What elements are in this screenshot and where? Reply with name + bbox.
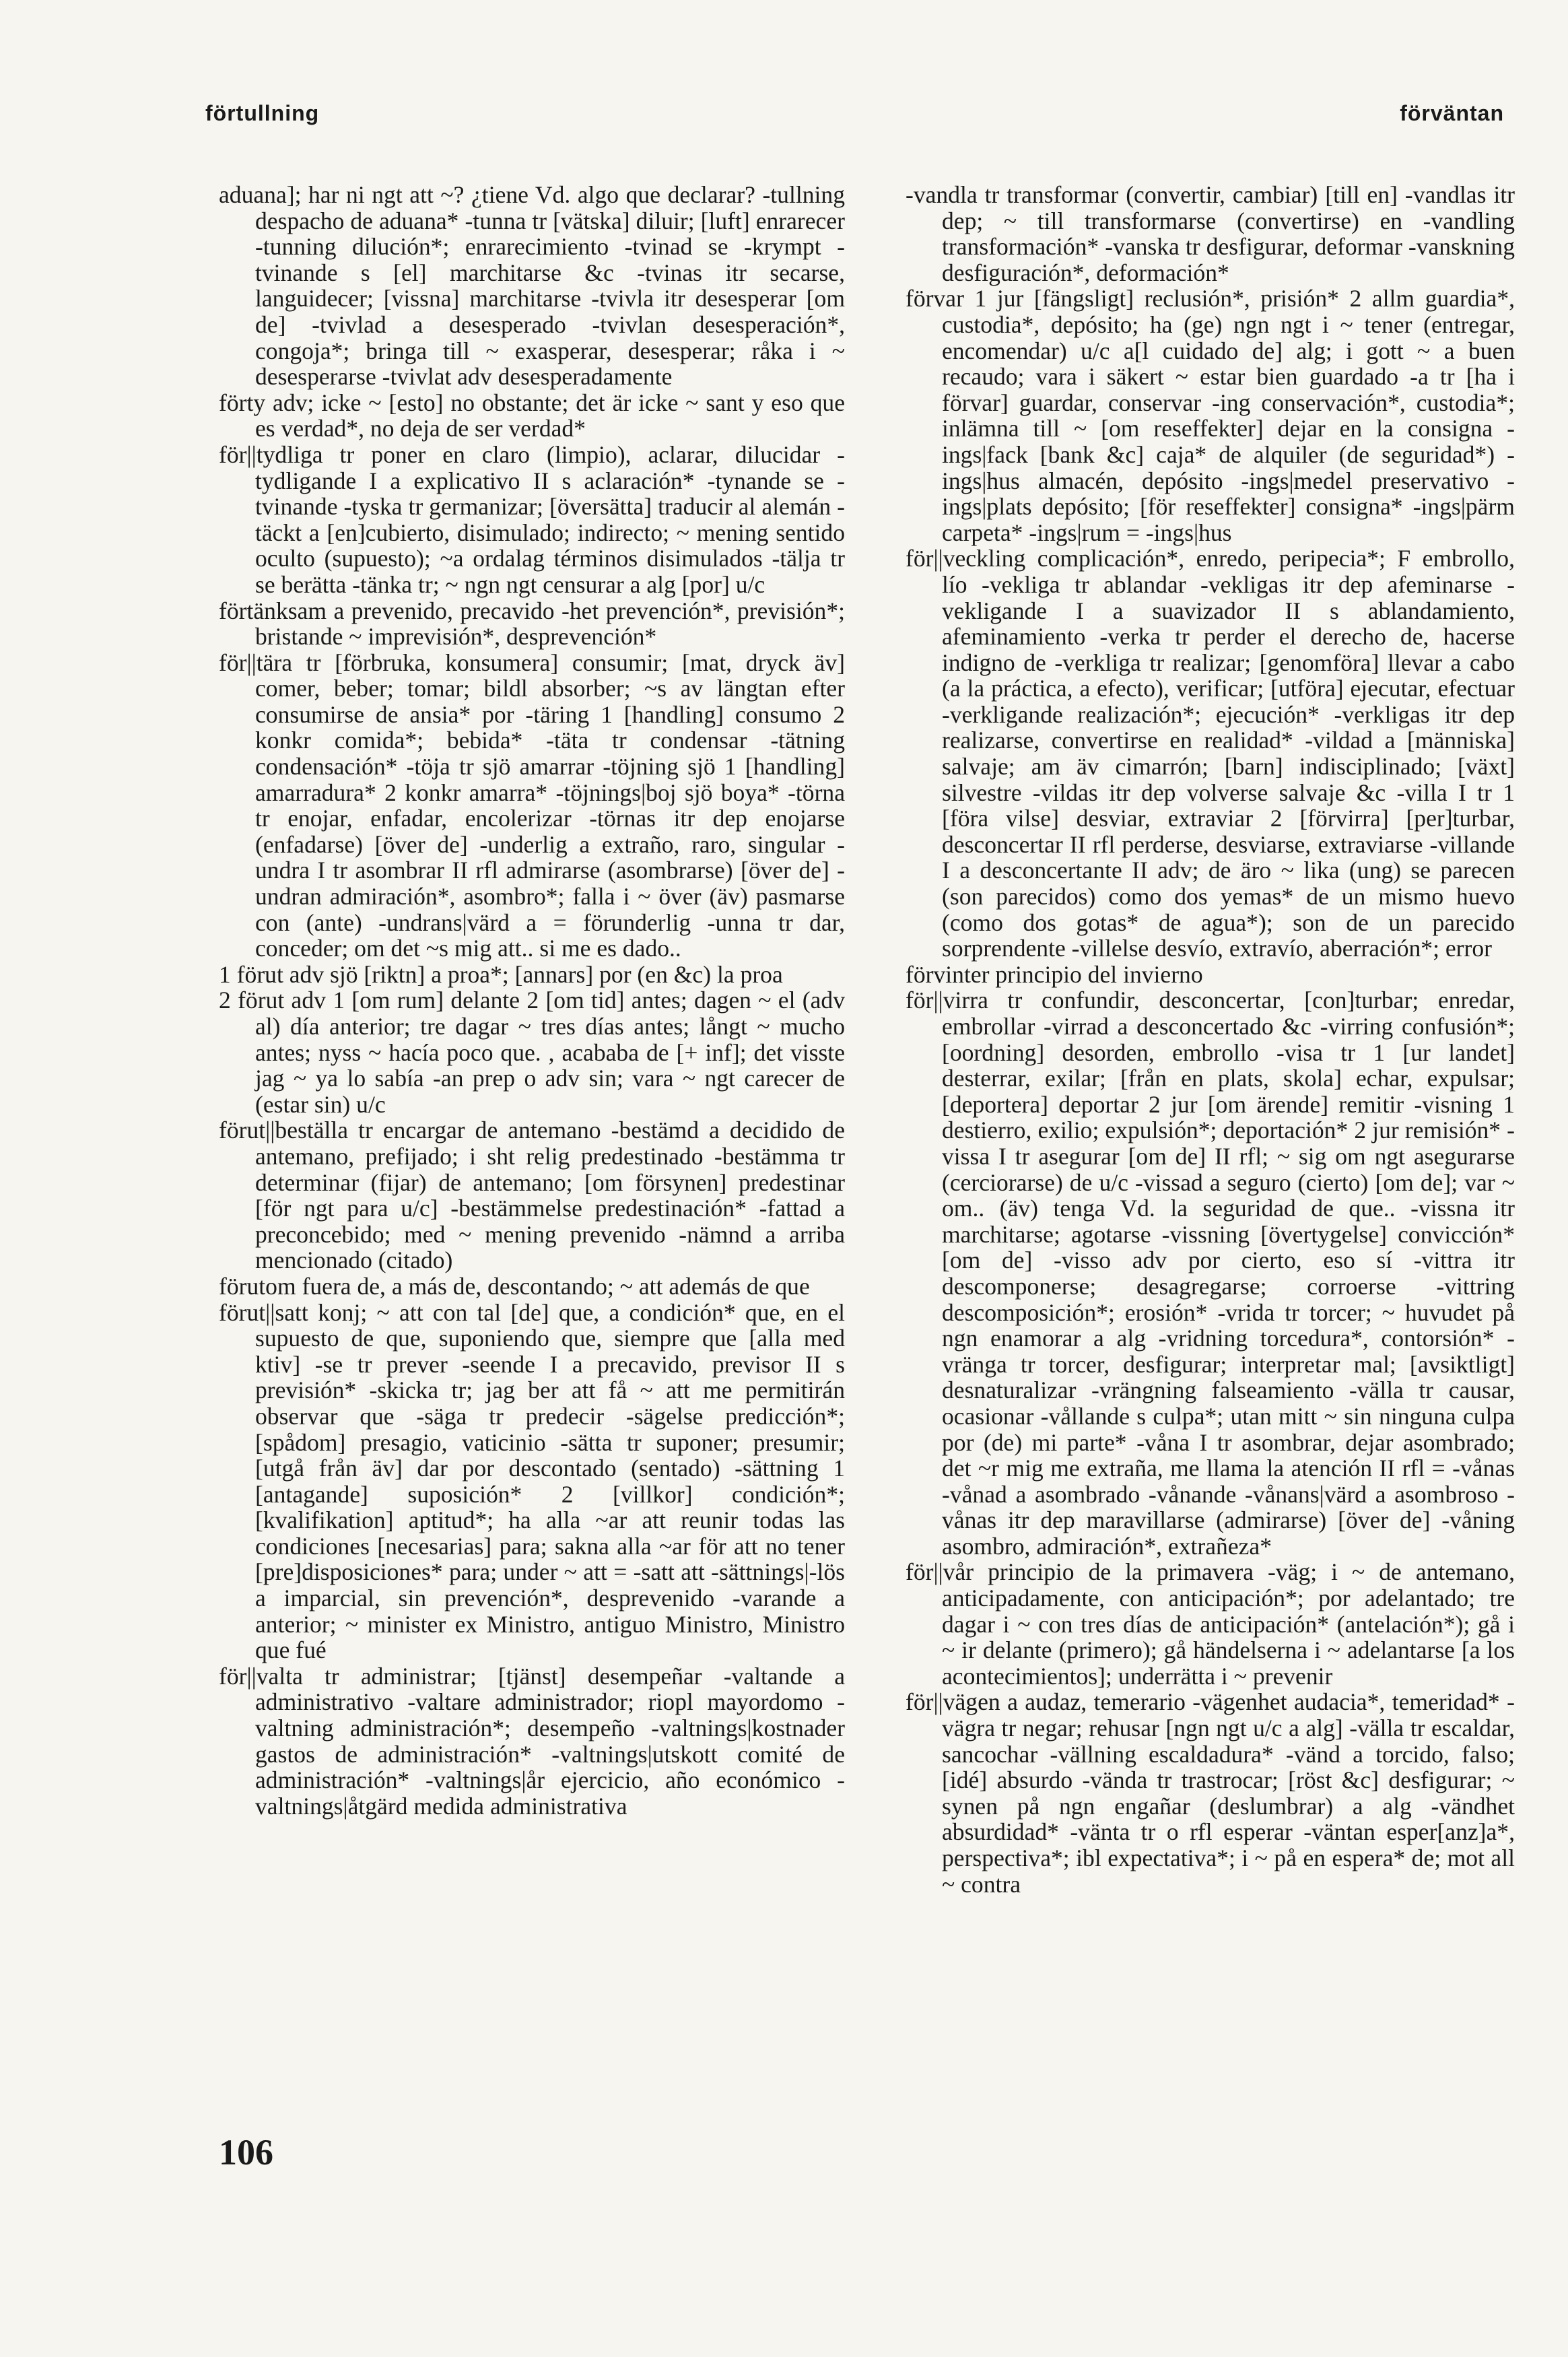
running-head-first-entry: förtullning xyxy=(205,101,320,125)
page-number: 106 xyxy=(219,2132,273,2172)
dictionary-entry: förutom fuera de, a más de, descontando; ~ att además de que xyxy=(219,1272,810,1300)
dictionary-entry: förut||beställa tr encargar de antemano -bestämd a decidido de antemano, prefijado; i sht relig predestinado -bestämma tr determinar (fijar) de antemano; [om försynen] predestinar [för ngt para u/c] -bestämmelse predestinación* -fattad a preconcebido; med ~ mening prevenido -nämnd a arriba mencionado (citado) xyxy=(219,1117,845,1274)
page-header xyxy=(205,101,1504,141)
dictionary-entry: för||tära tr [förbruka, konsumera] consumir; [mat, dryck äv] comer, beber; tomar; bildl absorber; ~s av längtan efter consumirse de ansia* por -täring 1 [handling] consumo 2 konkr comida*; bebida* -täta tr condensar -tätning condensación* -töja tr sjö amarrar -töjning sjö 1 [handling] amarradura* 2 konkr amarra* -töjnings|boj sjö boya* -törna tr enojar, enfadar, encolerizar -törnas itr dep enojarse (enfadarse) [över de] -underlig a extraño, raro, singular -undra I tr asombrar II rfl admirarse (asombrarse) [över de] -undran admiración*, asombro*; falla i ~ över (äv) pasmarse con (ante) -undrans|värd a = förunderlig -unna tr dar, conceder; om det ~s mig att.. si me es dado.. xyxy=(219,649,845,962)
dictionary-entry: aduana]; har ni ngt att ~? ¿tiene Vd. algo que declarar? -tullning despacho de aduana* -tunna tr [vätska] diluir; [luft] enrarecer -tunning dilución*; enrarecimiento -tvinad se -krympt -tvinande s [el] marchitarse &c -tvinas itr secarse, languidecer; [vissna] marchitarse -tvivla itr desesperar [om de] -tvivlad a desesperado -tvivlan desesperación*, congoja*; bringa till ~ exasperar, desesperar; råka i ~ desesperarse -tvivlat adv desesperadamente xyxy=(219,181,845,391)
dictionary-entry: förty adv; icke ~ [esto] no obstante; det är icke ~ sant y eso que es verdad*, no deja de ser verdad* xyxy=(219,389,845,442)
right-column xyxy=(906,182,1515,1897)
dictionary-entry: för||tydliga tr poner en claro (limpio), aclarar, dilucidar -tydligande I a explicativo II s aclaración* -tynande se -tvinande -tyska tr germanizar; [översätta] traducir al alemán -täckt a [en]cubierto, disimulado; indirecto; ~ mening sentido oculto (supuesto); ~a ordalag términos disimulados -tälja tr se berätta -tänka tr; ~ ngn ngt censurar a alg [por] u/c xyxy=(219,440,845,598)
left-column xyxy=(219,182,845,1819)
dictionary-entry: -vandla tr transformar (convertir, cambiar) [till en] -vandlas itr dep; ~ till transformarse (convertirse) en -vandling transformación* -vanska tr desfigurar, deformar -vanskning desfiguración*, deformación* xyxy=(906,181,1515,286)
dictionary-entry: för||vår principio de la primavera -väg; i ~ de antemano, anticipadamente, con anticipación*; por adelantado; tre dagar i ~ con tres días de anticipación* (antelación*); gå i ~ ir delante (primero); gå händelserna i ~ adelantarse [a los acontecimientos]; underrätta i ~ prevenir xyxy=(906,1558,1515,1690)
dictionary-entry: förvinter principio del invierno xyxy=(906,960,1203,988)
dictionary-entry: förvar 1 jur [fängsligt] reclusión*, prisión* 2 allm guardia*, custodia*, depósito; ha (ge) ngn ngt i ~ tener (entregar, encomendar) u/c a[l cuidado de] alg; i gott ~ a buen recaudo; vara i säkert ~ estar bien guardado -a tr [ha i förvar] guardar, conservar -ing conservación*, custodia*; inlämna till ~ [om reseffekter] dejar en la consigna -ings|fack [bank &c] caja* de alquiler (de seguridad*) -ings|hus almacén, depósito -ings|medel preservativo -ings|plats depósito; [för reseffekter] consigna* -ings|pärm carpeta* -ings|rum = -ings|hus xyxy=(906,285,1515,546)
dictionary-entry: förut||satt konj; ~ att con tal [de] que, a condición* que, en el supuesto de que, suponiendo que, siempre que [alla med ktiv] -se tr prever -seende I a precavido, previsor II s previsión* -skicka tr; jag ber att få ~ att me permitirán observar que -säga tr predecir -sägelse predicción*; [spådom] presagio, vaticinio -sätta tr suponer; presumir; [utgå från äv] dar por descontado (sentado) -sättning 1 [antagande] suposición* 2 [villkor] condición*; [kvalifikation] aptitud*; ha alla ~ar att reunir todas las condiciones [necesarias] para; sakna alla ~ar för att no tener [pre]disposiciones* para; under ~ att = -satt att -sättnings|-lös a imparcial, sin prevención*, desprevenido -varande a anterior; ~ minister ex Ministro, antiguo Ministro, Ministro que fué xyxy=(219,1298,845,1664)
dictionary-entry: 2 förut adv 1 [om rum] delante 2 [om tid] antes; dagen ~ el (adv al) día anterior; tre dagar ~ tres días antes; långt ~ mucho antes; nyss ~ hacía poco que. , acababa de [+ inf]; det visste jag ~ ya lo sabía -an prep o adv sin; vara ~ ngt carecer de (estar sin) u/c xyxy=(219,987,845,1118)
dictionary-entry: för||valta tr administrar; [tjänst] desempeñar -valtande a administrativo -valtare administrador; riopl mayordomo -valtning administración*; desempeño -valtnings|kostnader gastos de administración* -valtnings|utskott comité de administración* -valtnings|år ejercicio, año económico -valtnings|åtgärd medida administrativa xyxy=(219,1662,845,1820)
dictionary-entry: för||veckling complicación*, enredo, peripecia*; F embrollo, lío -vekliga tr ablandar -vekligas itr dep afeminarse -vekligande I a suavizador II s ablandamiento, afeminamiento -verka tr perder el derecho de, hacerse indigno de -verkliga tr realizar; [genomföra] llevar a cabo (a la práctica, a efecto), verificar; [utföra] ejecutar, efectuar -verkligande realización*; ejecución* -verkligas itr dep realizarse, convertirse en realidad* -vildad a [människa] salvaje; am äv cimarrón; [barn] indisciplinado; [växt] silvestre -vildas itr dep volverse salvaje &c -villa I tr 1 [föra vilse] desviar, extraviar 2 [förvirra] [per]turbar, desconcertar II rfl perderse, desviarse, extraviarse -villande I a desconcertante II adv; de äro ~ lika (ung) se parecen (son parecidos) como dos yemas* de un mismo huevo (como dos gotas* de agua*); son de un parecido sorprendente -villelse desvío, extravío, aberración*; error xyxy=(906,545,1515,962)
dictionary-entry: för||virra tr confundir, desconcertar, [con]turbar; enredar, embrollar -virrad a desconcertado &c -virring confusión*; [oordning] desorden, embrollo -visa tr 1 [ur landet] desterrar, exilar; [från en plats, skola] echar, expulsar; [deportera] deportar 2 jur [om ärende] remitir -visning 1 destierro, exilio; expulsión*; deportación* 2 jur remisión* -vissa I tr asegurar [om de] II rfl; ~ sig om ngt asegurarse (cerciorarse) de u/c -vissad a seguro (cierto) [om de]; var ~ om.. (äv) tenga Vd. la seguridad de que.. -vissna itr marchitarse; agotarse -vissning [övertygelse] convicción* [om de] -visso adv por cierto, eso sí -vittra itr descomponerse; desagregarse; corroerse -vittring descomposición*; erosión* -vrida tr torcer; ~ huvudet på ngn enamorar a alg -vridning torcedura*, contorsión* -vränga tr torcer, desfigurar; interpretar mal; [avsiktligt] desnaturalizar -vrängning falseamiento -välla tr causar, ocasionar -vållande s culpa*; utan mitt ~ sin ninguna culpa por (de) mi parte* -våna I tr asombrar, dejar asombrado; det ~r mig me extraña, me llama la atención II rfl = -vånas -vånad a asombrado -vånande -vånans|värd a asombroso -vånas itr dep maravillarse (admirarse) [över de] -våning asombro, admiración*, extrañeza* xyxy=(906,987,1515,1560)
dictionary-entry: för||vägen a audaz, temerario -vägenhet audacia*, temeridad* -vägra tr negar; rehusar [ngn ngt u/c a alg] -välla tr escaldar, sancochar -vällning escaldadura* -vänd a torcido, falso; [idé] absurdo -vända tr trastrocar; [röst &c] desfigurar; ~ synen på ngn engañar (deslumbrar) a alg -vändhet absurdidad* -vänta tr o rfl esperar -väntan esper[anz]a*, perspectiva*; ibl expectativa*; i ~ på en espera* de; mot all ~ contra xyxy=(906,1688,1515,1898)
dictionary-entry: förtänksam a prevenido, precavido -het prevención*, previsión*; bristande ~ imprevisión*, desprevención* xyxy=(219,597,845,651)
dictionary-entry: 1 förut adv sjö [riktn] a proa*; [annars] por (en &c) la proa xyxy=(219,960,783,988)
running-head-last-entry: förväntan xyxy=(1400,101,1504,125)
